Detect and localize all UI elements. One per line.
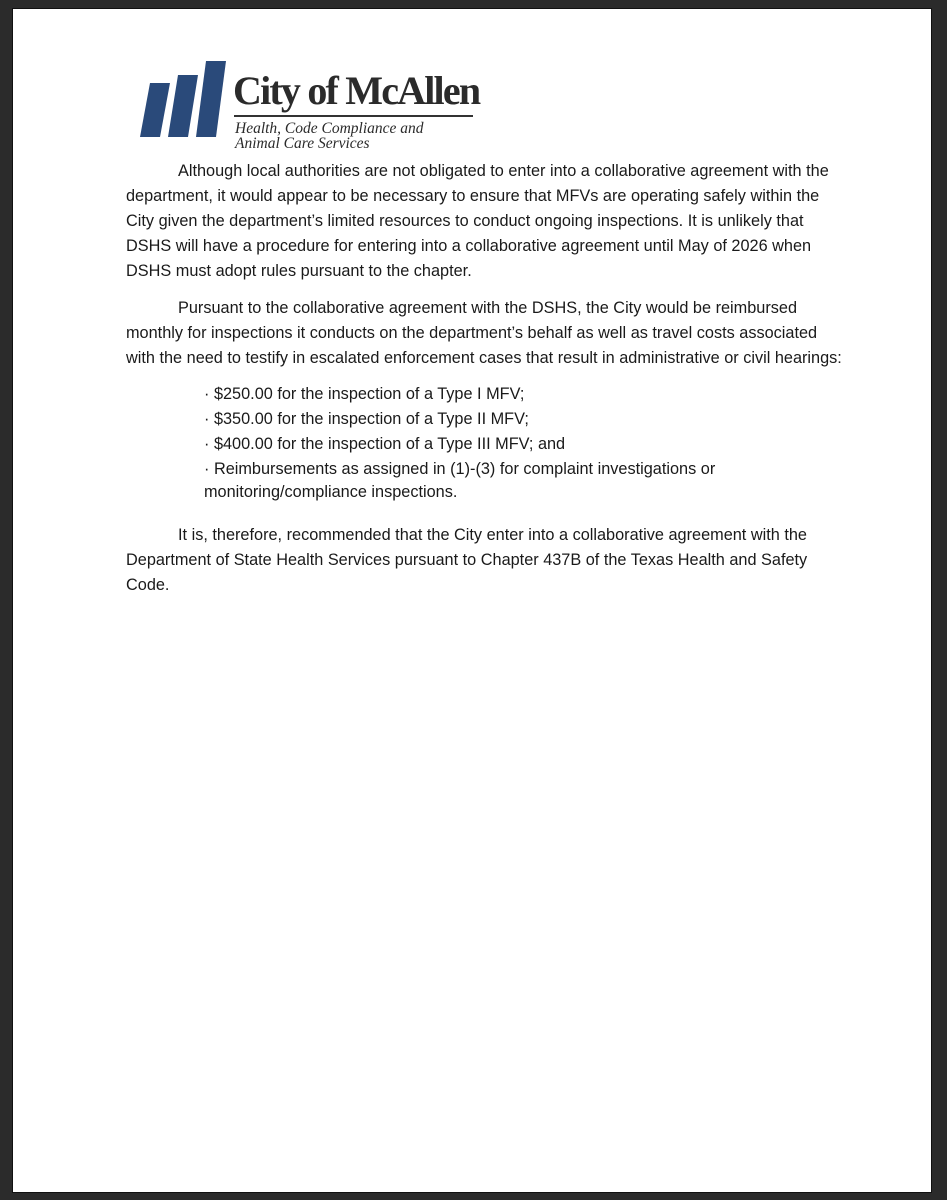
letterhead-rule xyxy=(234,115,473,117)
list-item: · $250.00 for the inspection of a Type I MFV; xyxy=(204,385,525,403)
letterhead-subtitle-line1: Health, Code Compliance and xyxy=(235,120,424,137)
paragraph-authorities: Although local authorities are not obligated to enter into a collaborative agreement with the department, it would appear to be necessary to ensure that MFVs are operating safely within the City given the department’s limited resources to conduct ongoing inspections. It is unlikely that DSHS will have a procedure for entering into a collaborative agreement until May of 2026 when DSHS must adopt rules pursuant to the chapter. xyxy=(126,162,829,280)
reimbursement-list xyxy=(204,383,846,504)
list-item: · $400.00 for the inspection of a Type III MFV; and xyxy=(204,435,566,453)
city-logo-bars-icon xyxy=(138,61,228,151)
document-page xyxy=(13,9,931,1192)
list-item: · $350.00 for the inspection of a Type II MFV; xyxy=(204,410,529,428)
letterhead-title: City of McAllen xyxy=(233,68,480,113)
letterhead-logo xyxy=(138,61,498,171)
list-item: · Reimbursements as assigned in (1)-(3) for complaint investigations or monitoring/compliance inspections. xyxy=(204,460,716,501)
paragraph-recommendation: It is, therefore, recommended that the City enter into a collaborative agreement with the Department of State Health Services pursuant to Chapter 437B of the Texas Health and Safety Code. xyxy=(126,526,808,594)
paragraph-reimbursement: Pursuant to the collaborative agreement with the DSHS, the City would be reimbursed monthly for inspections it conducts on the department’s behalf as well as travel costs associated with the need to testify in escalated enforcement cases that result in administrative or civil hearings: xyxy=(126,299,842,367)
document-body xyxy=(126,159,846,610)
letterhead-subtitle-line2: Animal Care Services xyxy=(235,135,370,152)
letterhead-subtitle xyxy=(235,121,424,151)
